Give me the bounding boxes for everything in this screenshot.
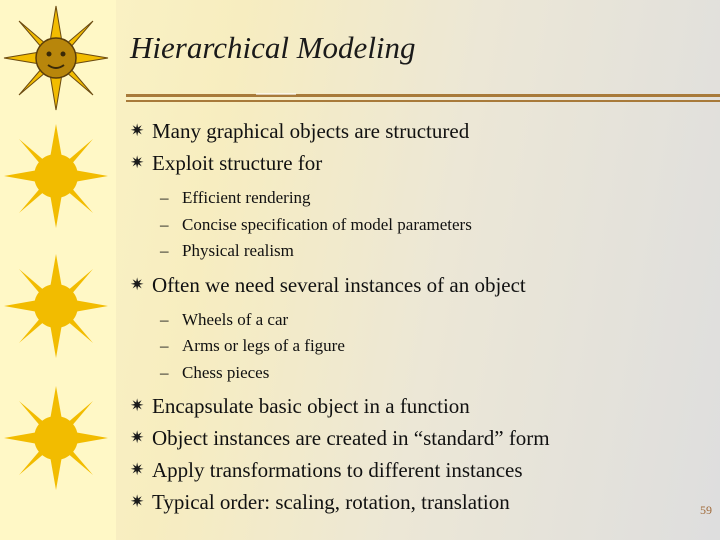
bullet-text: Encapsulate basic object in a function [152, 394, 470, 418]
bullet-text: Apply transformations to different instances [152, 458, 523, 482]
sun-icon [4, 124, 108, 228]
sub-bullet-item [130, 360, 710, 387]
slide-title: Hierarchical Modeling [130, 30, 416, 65]
sub-bullet-text: Chess pieces [182, 362, 270, 382]
en-dash: – [160, 336, 169, 355]
sun-icon [4, 254, 108, 358]
en-dash: – [160, 241, 169, 260]
bullet-text: Many graphical objects are structured [152, 119, 470, 143]
en-dash: – [160, 214, 169, 234]
en-dash: – [160, 309, 169, 329]
bullet-text: Object instances are created in “standard” form [152, 426, 550, 450]
sub-bullet-text: Arms or legs of a figure [182, 336, 345, 355]
star-burst-icon: ✷ [130, 396, 145, 415]
sub-bullet-text: Efficient rendering [182, 188, 311, 207]
star-burst-icon: ✷ [130, 153, 145, 172]
sub-bullet-item [130, 212, 710, 239]
sub-bullet-item [130, 238, 710, 265]
sub-bullet-text: Physical realism [182, 241, 294, 260]
title-underline [126, 92, 720, 106]
sub-bullet-item [130, 185, 710, 212]
left-decoration-band [0, 0, 116, 540]
sun-icon [4, 386, 108, 490]
star-burst-icon: ✷ [130, 121, 145, 140]
star-burst-icon: ✷ [130, 492, 145, 511]
en-dash: – [160, 188, 169, 207]
sub-bullet-text: Concise specification of model parameters [182, 214, 472, 234]
sub-bullet-item [130, 307, 710, 334]
bullet-item [130, 422, 710, 454]
star-burst-icon: ✷ [130, 428, 145, 447]
bullet-item [130, 390, 710, 422]
bullet-item [130, 115, 710, 147]
bullet-text: Exploit structure for [152, 151, 323, 175]
bullet-item [130, 454, 710, 486]
star-burst-icon: ✷ [130, 460, 145, 479]
sub-bullet-item [130, 333, 710, 360]
bullet-item [130, 486, 710, 518]
sun-face-icon [2, 4, 110, 112]
bullet-text: Often we need several instances of an object [152, 272, 526, 297]
bullet-list [130, 115, 710, 518]
star-burst-icon: ✷ [130, 274, 145, 294]
bullet-text: Typical order: scaling, rotation, translation [152, 490, 510, 514]
bullet-item [130, 269, 710, 301]
page-number: 59 [700, 503, 712, 517]
sub-bullet-text: Wheels of a car [182, 309, 289, 329]
bullet-item [130, 147, 710, 179]
en-dash: – [160, 362, 169, 382]
